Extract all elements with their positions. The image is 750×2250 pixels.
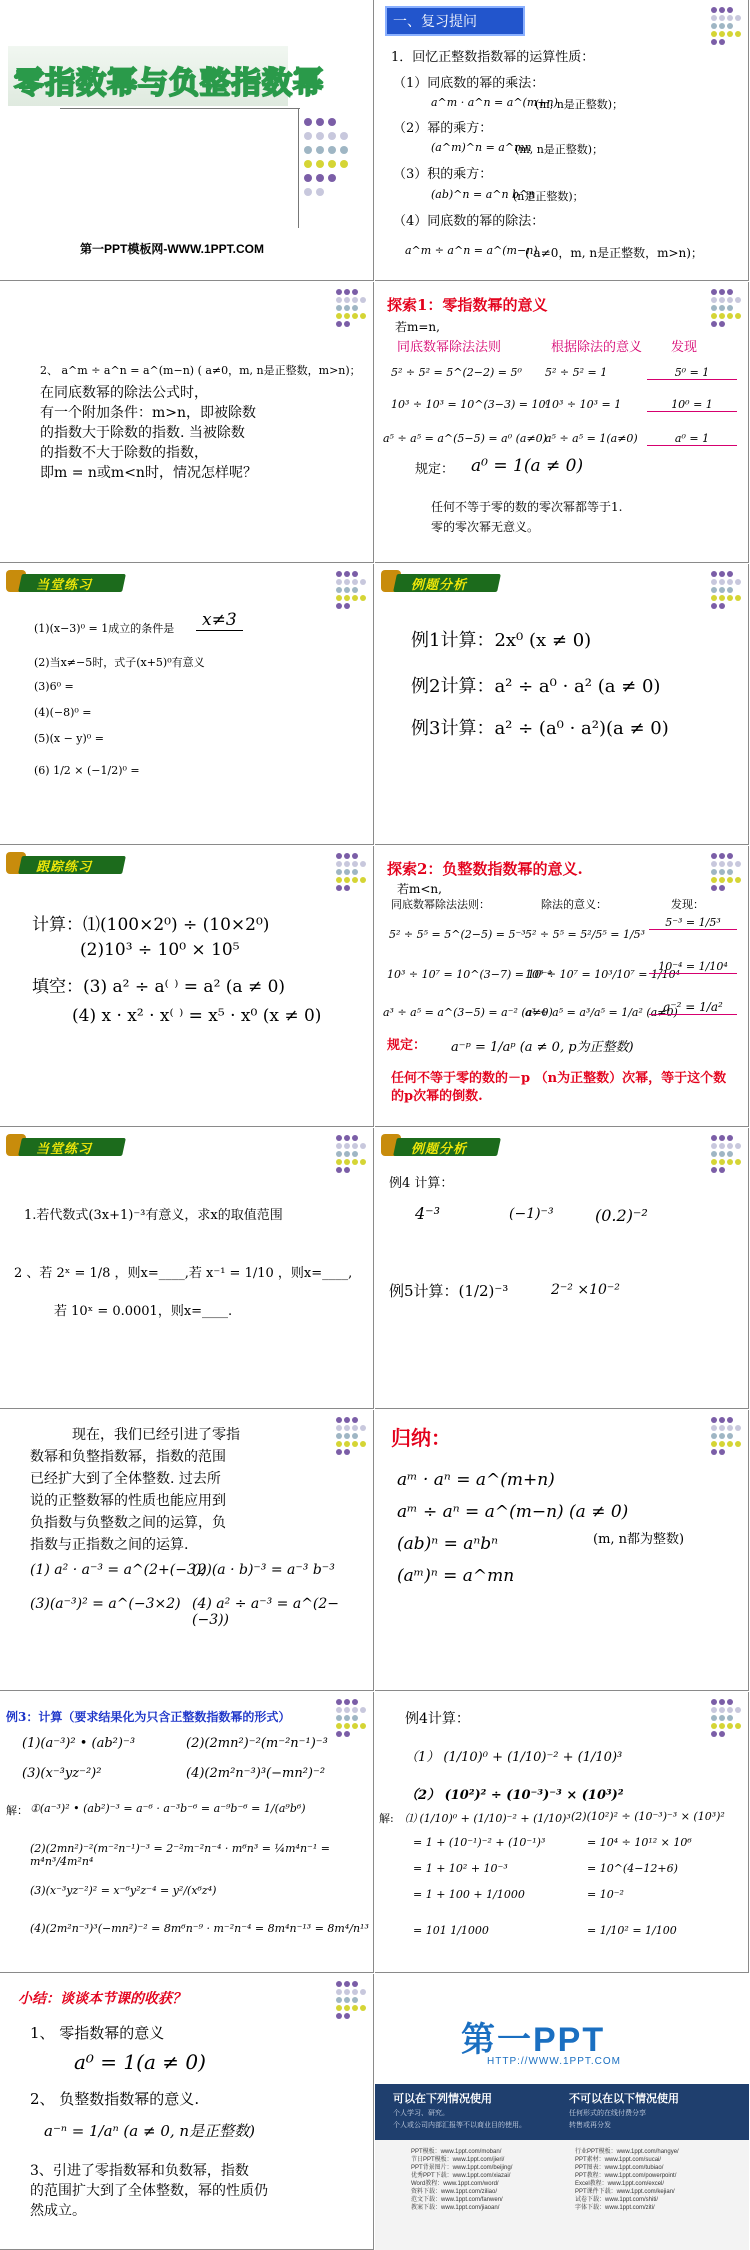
- explore-condition: 若m<n,: [397, 882, 442, 896]
- not-allowed-item-2: 转售或再分发: [569, 2122, 611, 2129]
- solution-2: (2)(2mn²)⁻²(m⁻²n⁻¹)⁻³ = 2⁻²m⁻²n⁻⁴ · m⁶n³ = ¼m⁴n⁻¹ = m⁴n³/4m²n⁴: [30, 1842, 330, 1868]
- example-3-p3: (3)(x⁻³yz⁻²)²: [22, 1766, 102, 1781]
- example-4-a2: = 1 + (10⁻¹)⁻² + (10⁻¹)³: [413, 1836, 546, 1849]
- explore-condition: 若m=n,: [395, 320, 440, 334]
- summary-rule-3: (ab)ⁿ = aⁿbⁿ: [397, 1534, 499, 1554]
- practice-q1-answer: x≠3: [196, 610, 243, 631]
- slide-practice-1: [0, 564, 374, 845]
- logo-text: 第一PPT: [461, 2021, 606, 2059]
- brand-logo: [375, 1974, 749, 2084]
- slide-brand: [375, 1974, 749, 2250]
- example-4-b3: = 10^(4−12+6): [587, 1862, 678, 1875]
- extension-math-2: (2)(a · b)⁻³ = a⁻³ b⁻³: [192, 1562, 335, 1578]
- practice-2-q2: 2 、若 2ˣ = 1/8 ，则x=____,若 x⁻¹ = 1/10 ，则x=____,: [14, 1266, 353, 1281]
- zero-exponent-note-2: 零的零次幂无意义。: [431, 520, 540, 534]
- link-item[interactable]: PPT素材：www.1ppt.com/sucai/: [575, 2157, 662, 2163]
- extension-math-1: (1) a² · a⁻³ = a^(2+(−3)): [30, 1562, 207, 1578]
- example-4-a5: = 101 1/1000: [413, 1924, 489, 1937]
- rule-4-label: （4）同底数的幂的除法：: [393, 214, 545, 229]
- rule-3-label: （3）积的乘方：: [393, 167, 493, 182]
- question-line-2: 有一个附加条件：m>n，即被除数: [40, 405, 257, 421]
- badge-label: 当堂练习: [36, 577, 93, 592]
- logo-url: HTTP://WWW.1PPT.COM: [487, 2056, 621, 2067]
- extension-line-5: 负指数与负整数之间的运算，负: [30, 1515, 226, 1531]
- rule-1-label: （1）同底数的幂的乘法：: [393, 76, 545, 91]
- divider-line: [298, 108, 299, 228]
- row-3-finding: a⁻² = 1/a²: [649, 1000, 737, 1015]
- rule-2-label: （2）幂的乘方：: [393, 121, 493, 136]
- divider-line: [60, 108, 300, 109]
- summary-rule-1: aᵐ · aⁿ = a^(m+n): [397, 1470, 555, 1490]
- practice-2-q1: 1.若代数式(3x+1)⁻³有意义，求x的取值范围: [24, 1208, 283, 1223]
- slide-practice-2: [0, 1128, 374, 1409]
- wrap-up-item-3c: 然成立。: [30, 2203, 86, 2219]
- practice-q6: (6) 1/2 × (−1/2)⁰ =: [34, 764, 140, 777]
- wrap-up-formula-1: a⁰ = 1(a ≠ 0): [74, 2050, 206, 2074]
- solution-label: 解：: [6, 1804, 28, 1817]
- dot-grid-icon: [300, 114, 360, 224]
- slide-examples-1: [375, 564, 749, 845]
- link-item[interactable]: 范文下载：www.1ppt.com/fanwen/: [411, 2197, 503, 2203]
- allowed-title: 可以在下列情况使用: [393, 2093, 492, 2105]
- example-4b: (−1)⁻³: [509, 1206, 554, 1222]
- example-3-title: 例3：计算（要求结果化为只含正整数指数幂的形式）: [6, 1710, 291, 1724]
- link-item[interactable]: PPT教程：www.1ppt.com/powerpoint/: [575, 2173, 677, 2179]
- allowed-item-2: 个人或公司内部汇报等不以商业目的使用。: [393, 2122, 526, 2129]
- column-header-1: 同底数幂除法法则: [397, 340, 502, 355]
- wrap-up-item-3b: 的范围扩大到了全体整数，幂的性质仍: [30, 2183, 268, 2199]
- slide-review: [375, 0, 749, 281]
- wrap-up-item-2: 2、 负整数指数幂的意义.: [30, 2090, 200, 2108]
- column-header-1: 同底数幂除法法则：: [391, 898, 490, 911]
- link-item[interactable]: 优秀PPT下载：www.1ppt.com/xiazai/: [411, 2173, 511, 2179]
- row-3-rule: a³ ÷ a⁵ = a^(3−5) = a⁻² (a≠0): [383, 1006, 553, 1019]
- rule-4-condition: ( a≠0，m, n是正整数，m>n)；: [525, 246, 703, 260]
- example-3-p4: (4)(2m²n⁻³)³(−mn²)⁻²: [186, 1766, 326, 1781]
- dot-grid-icon: [333, 568, 369, 628]
- practice-q4: (4)(−8)⁰ =: [34, 706, 92, 719]
- question-line-5: 即m = n或m<n时，情况怎样呢？: [40, 465, 257, 481]
- zero-exponent-note-1: 任何不等于零的数的零次幂都等于1.: [431, 500, 623, 514]
- decorative-dot-grid: [300, 114, 360, 224]
- example-1: 例1计算：2x⁰ (x ≠ 0): [411, 630, 592, 651]
- link-item[interactable]: 教案下载：www.1ppt.com/jiaoan/: [411, 2205, 500, 2211]
- links-panel: [375, 2140, 749, 2250]
- link-item[interactable]: PPT背景图片：www.1ppt.com/beijing/: [411, 2165, 513, 2171]
- dot-grid-icon: [333, 1414, 369, 1474]
- follow-line-4: (4) x · x² · x⁽ ⁾ = x⁵ · x⁰ (x ≠ 0): [72, 1006, 322, 1026]
- solution-4: (4)(2m²n⁻³)³(−mn²)⁻² = 8m⁶n⁻⁹ · m⁻²n⁻⁴ = 8m⁴n⁻¹³ = 8m⁴/n¹³: [30, 1922, 369, 1935]
- dot-grid-icon: [333, 1978, 369, 2038]
- badge-label: 例题分析: [411, 1141, 468, 1156]
- link-item[interactable]: PPT图表：www.1ppt.com/tubiao/: [575, 2165, 664, 2171]
- links-col-2: [575, 2148, 679, 2212]
- column-header-3: 发现: [671, 340, 698, 355]
- slide-explore-negative: [375, 846, 749, 1127]
- rule-label: 规定：: [415, 462, 455, 477]
- link-item[interactable]: 资料下载：www.1ppt.com/ziliao/: [411, 2189, 498, 2195]
- negative-exponent-rule: a⁻ᵖ = 1/aᵖ (a ≠ 0, p为正整数): [451, 1040, 634, 1055]
- example-4-b4: = 10⁻²: [587, 1888, 624, 1901]
- wrap-up-item-3a: 3、引进了零指数幂和负数幂，指数: [30, 2163, 249, 2179]
- badge-label: 例题分析: [411, 577, 468, 592]
- example-4-b1: (2)(10²)² ÷ (10⁻³)⁻³ × (10³)²: [571, 1810, 725, 1823]
- rule-3-condition: (n是正整数)；: [513, 190, 584, 203]
- follow-line-1: 计算：⑴(100×2⁰) ÷ (10×2⁰): [32, 915, 270, 935]
- example-4-b2: = 10⁴ ÷ 10¹² × 10⁶: [587, 1836, 692, 1849]
- solution-3: (3)(x⁻³yz⁻²)² = x⁻⁶y²z⁻⁴ = y²/(x⁶z⁴): [30, 1884, 217, 1897]
- dot-grid-icon: [708, 568, 744, 628]
- usage-panel: [375, 2084, 749, 2140]
- row-2-rule: 10³ ÷ 10⁷ = 10^(3−7) = 10⁻⁴: [387, 968, 552, 981]
- badge-label: 跟踪练习: [36, 859, 93, 874]
- follow-line-3: 填空：(3) a² ÷ a⁽ ⁾ = a² (a ≠ 0): [32, 977, 286, 997]
- dot-grid-icon: [708, 1132, 744, 1192]
- example-4-a1: ⑴ (1/10)⁰ + (1/10)⁻² + (1/10)³: [405, 1812, 571, 1825]
- examples-badge: [381, 568, 501, 596]
- row-1-finding: 5⁻³ = 1/5³: [649, 916, 737, 930]
- row-1-rule: 5² ÷ 5⁵ = 5^(2−5) = 5⁻³: [389, 928, 526, 941]
- slide-extension: [0, 1410, 374, 1691]
- row-2-rule: 10³ ÷ 10³ = 10^(3−3) = 10⁰: [391, 398, 550, 411]
- summary-condition: (m, n都为整数): [593, 1532, 685, 1547]
- practice-q5: (5)(x − y)⁰ =: [34, 732, 104, 745]
- question-line-1: 在同底数幂的除法公式时，: [40, 385, 208, 401]
- practice-badge: [6, 1132, 126, 1160]
- example-4-label: 例4 计算：: [389, 1176, 454, 1191]
- extension-line-3: 已经扩大到了全体整数. 过去所: [30, 1471, 221, 1487]
- example-5b: 2⁻² ×10⁻²: [551, 1282, 620, 1298]
- row-1-rule: 5² ÷ 5² = 5^(2−2) = 5⁰: [391, 366, 522, 379]
- extension-line-2: 数幂和负整指数幂，指数的范围: [30, 1449, 226, 1465]
- dot-grid-icon: [333, 1696, 369, 1756]
- row-1-division: 5² ÷ 5⁵ = 5²/5⁵ = 1/5³: [525, 928, 646, 941]
- dot-grid-icon: [708, 850, 744, 910]
- footer-text: 第一PPT模板网-WWW.1PPT.COM: [80, 242, 264, 256]
- slide-example-3: [0, 1692, 374, 1973]
- link-item[interactable]: PPT课件下载：www.1ppt.com/kejian/: [575, 2189, 675, 2195]
- extension-math-3: (3)(a⁻³)² = a^(−3×2): [30, 1596, 181, 1612]
- example-4a: 4⁻³: [415, 1204, 441, 1223]
- column-header-3: 发现：: [671, 898, 704, 911]
- explore-title: 探索2：负整数指数幂的意义.: [387, 860, 583, 878]
- negative-exponent-note: 任何不等于零的数的－p （n为正整数）次幂，等于这个数的p次幂的倒数.: [391, 1071, 727, 1104]
- slide-title: [0, 0, 374, 281]
- example-4-title: 例4计算：: [405, 1711, 470, 1727]
- rule-3-formula: (ab)^n = a^n b^n: [431, 188, 536, 201]
- example-4c: (0.2)⁻²: [595, 1206, 648, 1225]
- link-item[interactable]: 字体下载：www.1ppt.com/ziti/: [575, 2205, 655, 2211]
- slide-question: [0, 282, 374, 563]
- rule-2-formula: (a^m)^n = a^mn: [431, 141, 532, 154]
- question-line-3: 的指数大于除数的指数. 当被除数: [40, 425, 245, 441]
- example-4-p2: （2） (10²)² ÷ (10⁻³)⁻³ × (10³)²: [405, 1788, 624, 1803]
- column-header-2: 根据除法的意义: [551, 340, 643, 355]
- example-3-p1: (1)(a⁻³)² • (ab²)⁻³: [22, 1736, 136, 1751]
- link-item[interactable]: 试卷下载：www.1ppt.com/shiti/: [575, 2197, 659, 2203]
- row-3-division: a³ ÷ a⁵ = a³/a⁵ = 1/a² (a≠0): [525, 1006, 678, 1019]
- slide-explore-zero: [375, 282, 749, 563]
- practice-badge: [6, 568, 126, 596]
- question-line-4: 的指数不大于除数的指数，: [40, 445, 208, 461]
- row-3-finding: a⁰ = 1: [647, 432, 737, 446]
- summary-rule-4: (aᵐ)ⁿ = a^mn: [397, 1566, 515, 1586]
- row-2-finding: 10⁰ = 1: [647, 398, 737, 412]
- row-3-rule: a⁵ ÷ a⁵ = a^(5−5) = a⁰ (a≠0): [383, 432, 547, 445]
- summary-rule-2: aᵐ ÷ aⁿ = a^(m−n) (a ≠ 0): [397, 1502, 629, 1522]
- slide-summary-rules: [375, 1410, 749, 1691]
- slide-follow-practice: [0, 846, 374, 1127]
- dot-grid-icon: [333, 850, 369, 910]
- not-allowed-item-1: 任何形式的在线付费分享: [569, 2110, 646, 2117]
- explore-title: 探索1：零指数幂的意义: [387, 296, 548, 314]
- extension-math-4: (4) a² ÷ a⁻³ = a^(2−(−3)): [192, 1596, 340, 1628]
- examples-badge: [381, 1132, 501, 1160]
- wrap-up-formula-2: a⁻ⁿ = 1/aⁿ (a ≠ 0, n是正整数): [44, 2122, 255, 2140]
- example-3-p2: (2)(2mn²)⁻²(m⁻²n⁻¹)⁻³: [186, 1736, 328, 1751]
- badge-label: 当堂练习: [36, 1141, 93, 1156]
- example-4-a3: = 1 + 10² + 10⁻³: [413, 1862, 508, 1875]
- review-intro: 1．回忆正整数指数幂的运算性质：: [391, 50, 595, 65]
- practice-q1: (1)(x−3)⁰ = 1成立的条件是: [34, 622, 175, 635]
- summary-title: 归纳：: [391, 1426, 451, 1450]
- rule-1-condition: (m, n是正整数)；: [535, 98, 624, 111]
- allowed-item-1: 个人学习、研究。: [393, 2110, 449, 2117]
- slide-examples-2: [375, 1128, 749, 1409]
- question-formula: 2、 a^m ÷ a^n = a^(m−n) ( a≠0，m, n是正整数，m>n)；: [40, 364, 361, 377]
- example-2: 例2计算：a² ÷ a⁰ · a² (a ≠ 0): [411, 676, 661, 697]
- row-2-finding: 10⁻⁴ = 1/10⁴: [649, 960, 737, 974]
- links-col-1: [411, 2148, 512, 2212]
- link-item[interactable]: 节日PPT模板：www.1ppt.com/jieri/: [411, 2157, 505, 2163]
- page-title: 零指数幂与负整指数幂: [14, 67, 324, 100]
- practice-q3: (3)6⁰ =: [34, 680, 74, 693]
- example-5: 例5计算：(1/2)⁻³: [389, 1282, 509, 1300]
- follow-badge: [6, 850, 126, 878]
- link-item[interactable]: PPT模板：www.1ppt.com/moban/: [411, 2149, 502, 2155]
- row-1-division: 5² ÷ 5² = 1: [545, 366, 608, 379]
- slide-example-4: [375, 1692, 749, 1973]
- link-item[interactable]: Excel教程：www.1ppt.com/excel/: [575, 2181, 665, 2187]
- extension-line-6: 指数与正指数之间的运算.: [30, 1537, 189, 1553]
- dot-grid-icon: [708, 4, 744, 64]
- row-1-finding: 5⁰ = 1: [647, 366, 737, 380]
- example-4-p1: （1） (1/10)⁰ + (1/10)⁻² + (1/10)³: [405, 1750, 623, 1765]
- example-4-solution-label: 解:: [379, 1812, 394, 1825]
- extension-line-4: 说的正整数幂的性质也能应用到: [30, 1493, 226, 1509]
- row-3-division: a⁵ ÷ a⁵ = 1(a≠0): [545, 432, 638, 445]
- row-2-division: 10³ ÷ 10⁷ = 10³/10⁷ = 1/10⁴: [525, 968, 681, 981]
- dot-grid-icon: [333, 1132, 369, 1192]
- solution-1: ①(a⁻³)² • (ab²)⁻³ = a⁻⁶ · a⁻³b⁻⁶ = a⁻⁹b⁻⁶ = 1/(a⁹b⁶): [30, 1802, 306, 1815]
- section-header: 一、复习提问: [385, 6, 525, 36]
- rule-1-formula: a^m · a^n = a^(m+n): [431, 96, 558, 109]
- rule-2-condition: (m, n是正整数)；: [515, 143, 604, 156]
- dot-grid-icon: [708, 286, 744, 346]
- extension-line-1: 现在，我们已经引进了零指: [72, 1427, 240, 1443]
- example-4-a4: = 1 + 100 + 1/1000: [413, 1888, 525, 1901]
- example-4-b5: = 1/10² = 1/100: [587, 1924, 677, 1937]
- rule-label: 规定：: [387, 1038, 427, 1053]
- wrap-up-title: 小结：谈谈本节课的收获？: [18, 1991, 186, 2007]
- practice-2-q3: 若 10ˣ = 0.0001，则x=____.: [54, 1304, 233, 1319]
- slide-wrap-up: [0, 1974, 374, 2250]
- link-item[interactable]: Word教程：www.1ppt.com/word/: [411, 2181, 499, 2187]
- example-3: 例3计算：a² ÷ (a⁰ · a²)(a ≠ 0): [411, 718, 669, 739]
- practice-q2: (2)当x≠−5时，式子(x+5)⁰有意义: [34, 656, 205, 669]
- link-item[interactable]: 行业PPT模板：www.1ppt.com/hangye/: [575, 2149, 679, 2155]
- dot-grid-icon: [333, 286, 369, 346]
- row-2-division: 10³ ÷ 10³ = 1: [545, 398, 622, 411]
- follow-line-2: (2)10³ ÷ 10⁰ × 10⁵: [80, 940, 240, 960]
- rule-4-formula: a^m ÷ a^n = a^(m−n): [405, 244, 538, 257]
- wrap-up-item-1: 1、 零指数幂的意义: [30, 2024, 165, 2042]
- column-header-2: 除法的意义：: [541, 898, 607, 911]
- dot-grid-icon: [708, 1696, 744, 1756]
- zero-exponent-rule: a⁰ = 1(a ≠ 0): [471, 456, 584, 476]
- not-allowed-title: 不可以在以下情况使用: [569, 2093, 679, 2105]
- dot-grid-icon: [708, 1414, 744, 1474]
